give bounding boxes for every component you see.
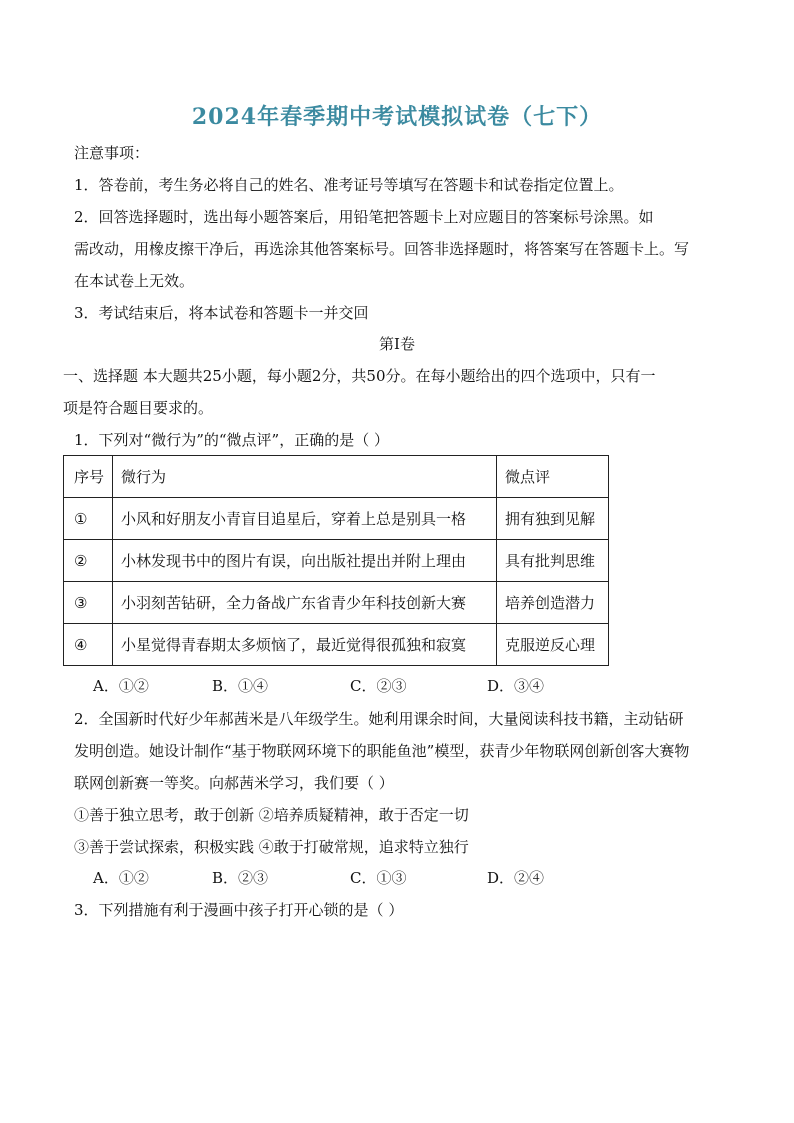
table-cell: 小风和好朋友小青盲目追星后，穿着上总是别具一格 [113, 498, 497, 540]
q1-option-a: A．①② [93, 677, 149, 695]
table-header-cell: 序号 [64, 456, 113, 498]
q2-stem-line-2: 发明创造。她设计制作“基于物联网环境下的职能鱼池”模型，获青少年物联网创新创客大赛物 [74, 742, 690, 760]
q2-statements-line-2: ③善于尝试探索，积极实践 ④敢于打破常规，追求特立独行 [74, 838, 469, 856]
table-row [64, 540, 609, 582]
table-row [64, 498, 609, 540]
table-header-cell: 微点评 [497, 456, 609, 498]
q2-option-c: C．①③ [350, 869, 407, 887]
table-cell: ① [64, 498, 113, 540]
notice-item-2: 2．回答选择题时，选出每小题答案后，用铅笔把答题卡上对应题目的答案标号涂黑。如 [74, 208, 654, 226]
table-cell: 克服逆反心理 [497, 624, 609, 666]
q1-table [63, 455, 609, 666]
section-heading: 第Ⅰ卷 [379, 335, 415, 353]
table-header-row [64, 456, 609, 498]
notice-item-2-cont: 需改动，用橡皮擦干净后，再选涂其他答案标号。回答非选择题时，将答案写在答题卡上。写 [74, 240, 690, 258]
q1-stem: 1．下列对“微行为”的“微点评”，正确的是（ ） [74, 431, 389, 449]
exam-title: 2024年春季期中考试模拟试卷（七下） [191, 104, 603, 130]
q1-option-b: B．①④ [212, 677, 269, 695]
q3-stem: 3．下列措施有利于漫画中孩子打开心锁的是（ ） [74, 901, 404, 919]
q2-stem-line-1: 2．全国新时代好少年郝茜米是八年级学生。她利用课余时间，大量阅读科技书籍，主动钻研 [74, 710, 684, 728]
table-header-cell: 微行为 [113, 456, 497, 498]
q2-stem-line-3: 联网创新赛一等奖。向郝茜米学习，我们要（ ） [74, 774, 394, 792]
q1-option-d: D．③④ [487, 677, 545, 695]
table-cell: ③ [64, 582, 113, 624]
instructions-line-1: 一、选择题 本大题共25小题，每小题2分，共50分。在每小题给出的四个选项中，只有一 [63, 367, 656, 385]
table-cell: 小星觉得青春期太多烦恼了，最近觉得很孤独和寂寞 [113, 624, 497, 666]
table-cell: 小林发现书中的图片有误，向出版社提出并附上理由 [113, 540, 497, 582]
table-row [64, 582, 609, 624]
q2-option-d: D．②④ [487, 869, 545, 887]
q2-option-a: A．①② [93, 869, 149, 887]
notice-item-1: 1．答卷前，考生务必将自己的姓名、准考证号等填写在答题卡和试卷指定位置上。 [74, 176, 624, 194]
table-cell: ④ [64, 624, 113, 666]
instructions-line-2: 项是符合题目要求的。 [63, 399, 214, 417]
table-cell: 具有批判思维 [497, 540, 609, 582]
table-row [64, 624, 609, 666]
table-cell: ② [64, 540, 113, 582]
q1-option-c: C．②③ [350, 677, 407, 695]
table-cell: 小羽刻苦钻研，全力备战广东省青少年科技创新大赛 [113, 582, 497, 624]
table-cell: 拥有独到见解 [497, 498, 609, 540]
q2-statements-line-1: ①善于独立思考，敢于创新 ②培养质疑精神，敢于否定一切 [74, 806, 469, 824]
notice-heading: 注意事项： [74, 144, 150, 162]
notice-item-3: 3．考试结束后，将本试卷和答题卡一并交回 [74, 304, 369, 322]
notice-item-2-end: 在本试卷上无效。 [74, 272, 195, 290]
q2-option-b: B．②③ [212, 869, 269, 887]
table-cell: 培养创造潜力 [497, 582, 609, 624]
